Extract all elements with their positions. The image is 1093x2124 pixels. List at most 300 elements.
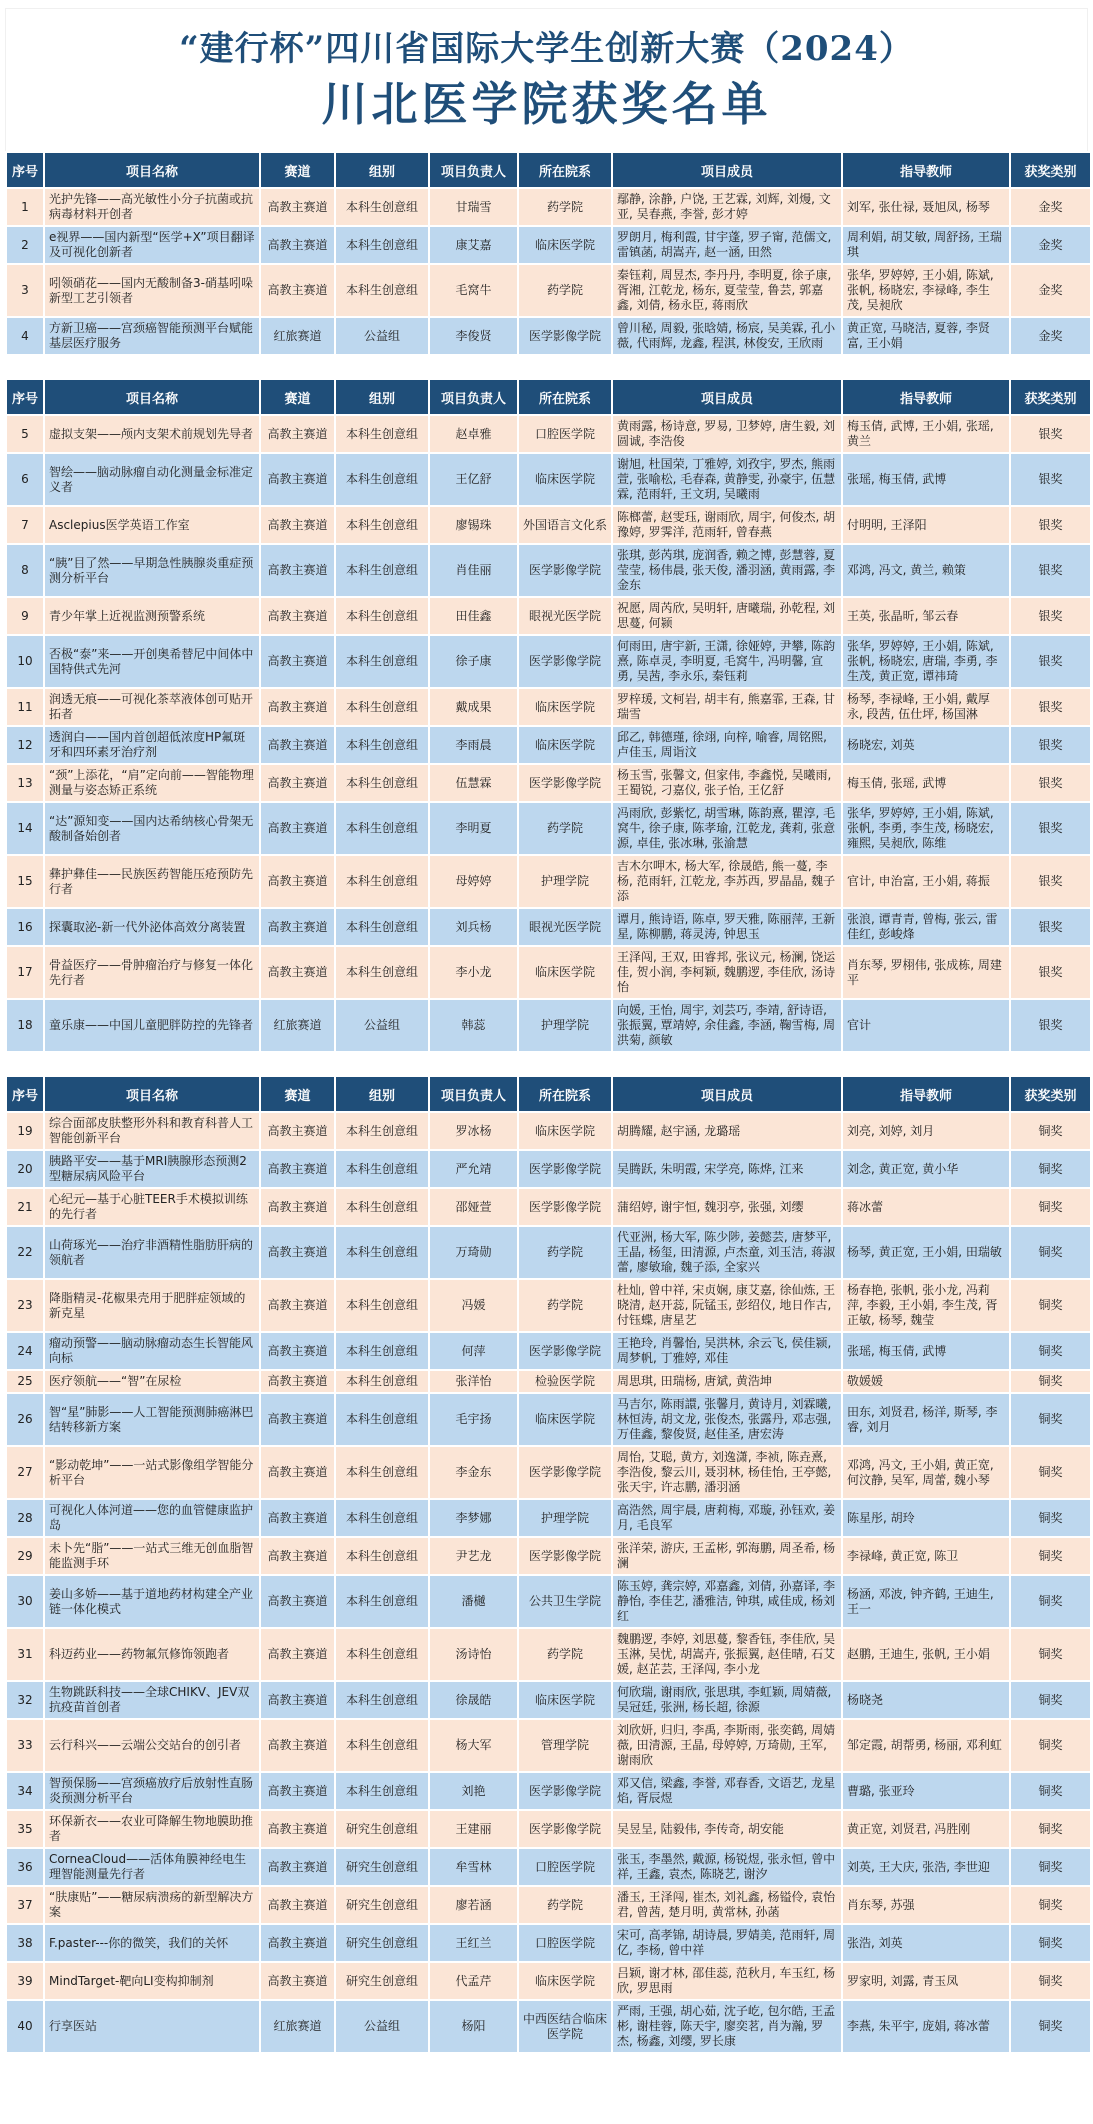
group-cell: 研究生创意组 (336, 1887, 428, 1923)
project-name-cell: 环保新衣——农业可降解生物地膜助推者 (45, 1811, 259, 1847)
project-leader-cell: 韩蕊 (430, 1000, 517, 1051)
group-cell: 研究生创意组 (336, 1963, 428, 1999)
group-cell: 本科生创意组 (336, 909, 428, 945)
project-leader-cell: 代孟芹 (430, 1963, 517, 1999)
project-members-cell: 张玉, 李墨然, 戴源, 杨锐煜, 张永恒, 曾中祥, 王鑫, 袁杰, 陈晓艺, 谢汐 (613, 1849, 841, 1885)
project-name-cell: 智绘——脑动脉瘤自动化测量金标准定义者 (45, 454, 259, 505)
seq-number-cell: 6 (7, 454, 43, 505)
group-cell: 本科生创意组 (336, 765, 428, 801)
department-cell: 临床医学院 (519, 227, 611, 263)
project-name-cell: 山荷琢光——治疗非酒精性脂肪肝病的领航者 (45, 1227, 259, 1278)
advisors-cell: 张瑶, 梅玉倩, 武博 (843, 1333, 1009, 1369)
group-cell: 本科生创意组 (336, 545, 428, 596)
group-cell: 本科生创意组 (336, 1189, 428, 1225)
project-leader-cell: 徐子康 (430, 636, 517, 687)
award-level-cell: 铜奖 (1011, 1227, 1090, 1278)
title-block (5, 8, 1088, 151)
department-cell: 管理学院 (519, 1720, 611, 1771)
award-level-cell: 铜奖 (1011, 1629, 1090, 1680)
advisors-cell: 黄正宽, 马晓洁, 夏蓉, 李贤富, 王小娟 (843, 318, 1009, 354)
column-header-project-leader: 项目负责人 (430, 380, 517, 414)
group-cell: 本科生创意组 (336, 1447, 428, 1498)
project-leader-cell: 潘樾 (430, 1576, 517, 1627)
column-header-award-level: 获奖类别 (1011, 1077, 1090, 1111)
award-level-cell: 铜奖 (1011, 1925, 1090, 1961)
advisors-cell: 张华, 罗婷婷, 王小娟, 陈斌, 张帆, 杨晓宏, 李禄峰, 李生茂, 吴昶欣 (843, 265, 1009, 316)
group-cell: 本科生创意组 (336, 727, 428, 763)
column-header-award-level: 获奖类别 (1011, 380, 1090, 414)
table-row (7, 1151, 1090, 1187)
table-row (7, 189, 1090, 225)
award-level-cell: 金奖 (1011, 265, 1090, 316)
table-row (7, 1189, 1090, 1225)
table-header-row (7, 1077, 1090, 1111)
project-members-cell: 罗梓瑗, 文柯岩, 胡丰有, 熊嘉霏, 王森, 甘瑞雪 (613, 689, 841, 725)
award-level-cell: 金奖 (1011, 189, 1090, 225)
project-leader-cell: 徐晟皓 (430, 1682, 517, 1718)
award-level-cell: 铜奖 (1011, 1849, 1090, 1885)
advisors-cell: 张浩, 刘英 (843, 1925, 1009, 1961)
department-cell: 药学院 (519, 803, 611, 854)
project-name-cell: 润透无痕——可视化茶萃液体创可贴开拓者 (45, 689, 259, 725)
department-cell: 医学影像学院 (519, 1447, 611, 1498)
track-cell: 高教主赛道 (261, 1629, 334, 1680)
project-name-cell: 探囊取泌-新一代外泌体高效分离装置 (45, 909, 259, 945)
seq-number-cell: 21 (7, 1189, 43, 1225)
track-cell: 高教主赛道 (261, 416, 334, 452)
award-level-cell: 银奖 (1011, 598, 1090, 634)
award-level-cell: 铜奖 (1011, 1189, 1090, 1225)
seq-number-cell: 12 (7, 727, 43, 763)
project-members-cell: 张洋荣, 游庆, 王孟彬, 郭海鹏, 周圣希, 杨澜 (613, 1538, 841, 1574)
project-members-cell: 刘欣妍, 归归, 李禹, 李斯雨, 张奕鹤, 周婧薇, 田清源, 王晶, 母婷婷, 万琦勋, 王军, 谢雨欣 (613, 1720, 841, 1771)
project-leader-cell: 王建丽 (430, 1811, 517, 1847)
advisors-cell: 邓鸿, 冯文, 黄兰, 赖策 (843, 545, 1009, 596)
award-level-cell: 银奖 (1011, 909, 1090, 945)
award-level-cell: 银奖 (1011, 765, 1090, 801)
project-members-cell: 吴腾跃, 朱明霞, 宋学亮, 陈烨, 江来 (613, 1151, 841, 1187)
project-leader-cell: 母婷婷 (430, 856, 517, 907)
award-level-cell: 银奖 (1011, 856, 1090, 907)
project-members-cell: 何雨田, 唐宇新, 王潇, 徐娅婷, 尹攀, 陈韵熹, 陈卓灵, 李明夏, 毛窝牛, 冯明馨, 宣勇, 吴茜, 李永乐, 秦钰莉 (613, 636, 841, 687)
advisors-cell: 敬媛媛 (843, 1371, 1009, 1392)
project-leader-cell: 罗冰杨 (430, 1113, 517, 1149)
project-members-cell: 邱乙, 韩德瑾, 徐翊, 向梓, 喻睿, 周铭熙, 卢佳玉, 周诣汶 (613, 727, 841, 763)
project-members-cell: 曾川秘, 周毅, 张晗婧, 杨宸, 吴美霖, 孔小薇, 代雨辉, 龙鑫, 程淇, 林俊安, 王欣雨 (613, 318, 841, 354)
department-cell: 眼视光医学院 (519, 909, 611, 945)
table-row (7, 1538, 1090, 1574)
project-leader-cell: 牟雪林 (430, 1849, 517, 1885)
track-cell: 红旅赛道 (261, 1000, 334, 1051)
seq-number-cell: 36 (7, 1849, 43, 1885)
project-name-cell: 智“星”肺影——人工智能预测肺癌淋巴结转移新方案 (45, 1394, 259, 1445)
group-cell: 本科生创意组 (336, 189, 428, 225)
group-cell: 本科生创意组 (336, 1333, 428, 1369)
award-level-cell: 银奖 (1011, 689, 1090, 725)
department-cell: 眼视光医学院 (519, 598, 611, 634)
track-cell: 高教主赛道 (261, 803, 334, 854)
department-cell: 护理学院 (519, 856, 611, 907)
department-cell: 药学院 (519, 1887, 611, 1923)
track-cell: 高教主赛道 (261, 1227, 334, 1278)
seq-number-cell: 2 (7, 227, 43, 263)
award-level-cell: 金奖 (1011, 318, 1090, 354)
project-name-cell: 方新卫癌——宫颈癌智能预测平台赋能基层医疗服务 (45, 318, 259, 354)
project-members-cell: 黄雨露, 杨诗意, 罗易, 卫梦婷, 唐生毅, 刘圆诚, 李浩俊 (613, 416, 841, 452)
department-cell: 药学院 (519, 1629, 611, 1680)
track-cell: 高教主赛道 (261, 765, 334, 801)
advisors-cell: 杨春艳, 张帆, 张小龙, 冯莉萍, 李毅, 王小娟, 李生茂, 胥正敏, 杨琴, 魏莹 (843, 1280, 1009, 1331)
award-level-cell: 铜奖 (1011, 1887, 1090, 1923)
track-cell: 高教主赛道 (261, 189, 334, 225)
award-level-cell: 银奖 (1011, 727, 1090, 763)
seq-number-cell: 23 (7, 1280, 43, 1331)
group-cell: 公益组 (336, 2001, 428, 2052)
project-leader-cell: 赵卓雅 (430, 416, 517, 452)
table-row (7, 1394, 1090, 1445)
column-header-project-name: 项目名称 (45, 153, 259, 187)
advisors-cell: 曹璐, 张亚玲 (843, 1773, 1009, 1809)
group-cell: 本科生创意组 (336, 1682, 428, 1718)
advisors-cell: 罗家明, 刘露, 青玉凤 (843, 1963, 1009, 1999)
table-row (7, 1925, 1090, 1961)
group-cell: 本科生创意组 (336, 636, 428, 687)
advisors-cell: 官计 (843, 1000, 1009, 1051)
department-cell: 口腔医学院 (519, 1925, 611, 1961)
project-members-cell: 何欣瑞, 谢雨欣, 张思琪, 李虹颖, 周婧薇, 吴冠廷, 张洲, 杨长超, 徐源 (613, 1682, 841, 1718)
project-name-cell: “肤康贴”——糖尿病溃疡的新型解决方案 (45, 1887, 259, 1923)
seq-number-cell: 8 (7, 545, 43, 596)
table-row (7, 2001, 1090, 2052)
table-row (7, 909, 1090, 945)
project-name-cell: 云行科兴——云端公交站台的创引者 (45, 1720, 259, 1771)
track-cell: 高教主赛道 (261, 1113, 334, 1149)
track-cell: 高教主赛道 (261, 454, 334, 505)
project-members-cell: 张琪, 彭芮琪, 庞润香, 赖之博, 彭慧蓉, 夏莹莹, 杨伟晨, 张天俊, 潘羽涵, 黄雨露, 李金东 (613, 545, 841, 596)
advisors-cell: 王英, 张晶昕, 邹云春 (843, 598, 1009, 634)
department-cell: 医学影像学院 (519, 1811, 611, 1847)
advisors-cell: 黄正宽, 刘贤君, 冯胜刚 (843, 1811, 1009, 1847)
table-row (7, 1682, 1090, 1718)
project-name-cell: 青少年掌上近视监测预警系统 (45, 598, 259, 634)
column-header-seq-number: 序号 (7, 380, 43, 414)
advisors-cell: 张华, 罗婷婷, 王小娟, 陈斌, 张帆, 杨晓宏, 唐瑞, 李勇, 李生茂, 黄正宽, 谭祎琦 (843, 636, 1009, 687)
track-cell: 高教主赛道 (261, 1538, 334, 1574)
table-row (7, 1963, 1090, 1999)
department-cell: 公共卫生学院 (519, 1576, 611, 1627)
column-header-advisors: 指导教师 (843, 153, 1009, 187)
track-cell: 高教主赛道 (261, 598, 334, 634)
project-members-cell: 杨玉雪, 张馨文, 但家伟, 李鑫悦, 吴曦雨, 王蜀锐, 刁嘉仪, 张子怡, 王亿舒 (613, 765, 841, 801)
track-cell: 高教主赛道 (261, 689, 334, 725)
track-cell: 红旅赛道 (261, 2001, 334, 2052)
project-name-cell: 智预保肠——宫颈癌放疗后放射性直肠炎预测分析平台 (45, 1773, 259, 1809)
advisors-cell: 赵鹏, 王迪生, 张帆, 王小娟 (843, 1629, 1009, 1680)
project-leader-cell: 甘瑞雪 (430, 189, 517, 225)
project-leader-cell: 万琦勋 (430, 1227, 517, 1278)
column-header-project-leader: 项目负责人 (430, 153, 517, 187)
group-cell: 本科生创意组 (336, 1280, 428, 1331)
seq-number-cell: 34 (7, 1773, 43, 1809)
column-header-department: 所在院系 (519, 153, 611, 187)
table-row (7, 1113, 1090, 1149)
group-cell: 本科生创意组 (336, 454, 428, 505)
project-members-cell: 谢旭, 杜国荣, 丁雅婷, 刘孜宇, 罗杰, 熊雨萱, 张喻松, 毛春森, 黄静雯, 孙豪宇, 伍慧霖, 范雨轩, 王文玥, 吴曦雨 (613, 454, 841, 505)
track-cell: 高教主赛道 (261, 227, 334, 263)
award-level-cell: 铜奖 (1011, 1576, 1090, 1627)
track-cell: 高教主赛道 (261, 1849, 334, 1885)
department-cell: 临床医学院 (519, 1394, 611, 1445)
table-row (7, 1280, 1090, 1331)
advisors-cell: 刘念, 黄正宽, 黄小华 (843, 1151, 1009, 1187)
group-cell: 本科生创意组 (336, 1538, 428, 1574)
column-header-group: 组别 (336, 153, 428, 187)
project-name-cell: CorneaCloud——活体角膜神经电生理智能测量先行者 (45, 1849, 259, 1885)
track-cell: 高教主赛道 (261, 1925, 334, 1961)
award-table-bronze (5, 1075, 1092, 2054)
award-level-cell: 铜奖 (1011, 1151, 1090, 1187)
track-cell: 高教主赛道 (261, 1682, 334, 1718)
group-cell: 本科生创意组 (336, 1371, 428, 1392)
project-name-cell: 光护先锋——高光敏性小分子抗菌或抗病毒材料开创者 (45, 189, 259, 225)
column-header-advisors: 指导教师 (843, 380, 1009, 414)
seq-number-cell: 14 (7, 803, 43, 854)
award-level-cell: 铜奖 (1011, 1811, 1090, 1847)
group-cell: 本科生创意组 (336, 856, 428, 907)
advisors-cell: 肖东琴, 罗栩伟, 张成栋, 周建平 (843, 947, 1009, 998)
project-name-cell: 童乐康——中国儿童肥胖防控的先锋者 (45, 1000, 259, 1051)
project-members-cell: 罗朗月, 梅利霞, 甘宇蓬, 罗子甯, 范儒文, 雷镇菡, 胡嵩卉, 赵一涵, 田然 (613, 227, 841, 263)
group-cell: 本科生创意组 (336, 1720, 428, 1771)
project-members-cell: 周怡, 艾聪, 黄方, 刘逸潇, 李祯, 陈垚熹, 李浩俊, 黎云川, 聂羽林, 杨佳怡, 王亭懿, 张天宇, 许志鹏, 潘羽涵 (613, 1447, 841, 1498)
track-cell: 高教主赛道 (261, 265, 334, 316)
table-row (7, 1447, 1090, 1498)
department-cell: 临床医学院 (519, 454, 611, 505)
project-name-cell: 胰路平安——基于MRI胰腺形态预测2型糖尿病风险平台 (45, 1151, 259, 1187)
project-leader-cell: 康艾嘉 (430, 227, 517, 263)
department-cell: 医学影像学院 (519, 636, 611, 687)
project-leader-cell: 王亿舒 (430, 454, 517, 505)
group-cell: 本科生创意组 (336, 947, 428, 998)
project-members-cell: 鄢静, 涂静, 户饶, 王艺霖, 刘辉, 刘熳, 文亚, 吴春燕, 李誉, 彭才婷 (613, 189, 841, 225)
project-leader-cell: 李金东 (430, 1447, 517, 1498)
table-row (7, 765, 1090, 801)
advisors-cell: 张华, 罗婷婷, 王小娟, 陈斌, 张帆, 李勇, 李生茂, 杨晓宏, 雍熙, 吴昶欣, 陈维 (843, 803, 1009, 854)
seq-number-cell: 28 (7, 1500, 43, 1536)
project-leader-cell: 廖若涵 (430, 1887, 517, 1923)
seq-number-cell: 37 (7, 1887, 43, 1923)
column-header-department: 所在院系 (519, 380, 611, 414)
track-cell: 高教主赛道 (261, 1576, 334, 1627)
table-row (7, 1629, 1090, 1680)
project-leader-cell: 严允靖 (430, 1151, 517, 1187)
department-cell: 护理学院 (519, 1500, 611, 1536)
department-cell: 医学影像学院 (519, 545, 611, 596)
project-name-cell: “颈”上添花，“肩”定向前——智能物理测量与姿态矫正系统 (45, 765, 259, 801)
project-name-cell: “胰”目了然——早期急性胰腺炎重症预测分析平台 (45, 545, 259, 596)
project-members-cell: 胡腾耀, 赵宇涵, 龙璐瑶 (613, 1113, 841, 1149)
department-cell: 医学影像学院 (519, 765, 611, 801)
group-cell: 本科生创意组 (336, 1773, 428, 1809)
project-members-cell: 邓又信, 梁鑫, 李誉, 邓春香, 文语艺, 龙星焰, 胥辰煜 (613, 1773, 841, 1809)
seq-number-cell: 9 (7, 598, 43, 634)
project-name-cell: 科迈药业——药物氟氘修饰领跑者 (45, 1629, 259, 1680)
seq-number-cell: 35 (7, 1811, 43, 1847)
table-header-row (7, 380, 1090, 414)
award-level-cell: 铜奖 (1011, 1500, 1090, 1536)
project-members-cell: 吉木尔呷木, 杨大军, 徐晟皓, 熊一蔓, 李杨, 范雨轩, 江乾龙, 李苏西, 罗晶晶, 魏子添 (613, 856, 841, 907)
award-level-cell: 银奖 (1011, 947, 1090, 998)
track-cell: 高教主赛道 (261, 1333, 334, 1369)
track-cell: 红旅赛道 (261, 318, 334, 354)
project-leader-cell: 李小龙 (430, 947, 517, 998)
group-cell: 本科生创意组 (336, 416, 428, 452)
project-name-cell: 吲领硝花——国内无酸制备3-硝基吲哚新型工艺引领者 (45, 265, 259, 316)
project-leader-cell: 王红兰 (430, 1925, 517, 1961)
project-name-cell: 姜山多娇——基于道地药材构建全产业链一体化模式 (45, 1576, 259, 1627)
advisors-cell: 杨晓尧 (843, 1682, 1009, 1718)
table-row (7, 727, 1090, 763)
group-cell: 公益组 (336, 1000, 428, 1051)
track-cell: 高教主赛道 (261, 856, 334, 907)
project-name-cell: 瘤动预警——脑动脉瘤动态生长智能风向标 (45, 1333, 259, 1369)
advisors-cell: 周利娟, 胡艾敏, 周舒扬, 王瑞琪 (843, 227, 1009, 263)
project-members-cell: 马吉尔, 陈雨譞, 张馨月, 黄诗月, 刘霖曦, 林恒涛, 胡文龙, 张俊杰, 张露丹, 邓志强, 万佳鑫, 黎俊贤, 赵佳圣, 唐宏涛 (613, 1394, 841, 1445)
group-cell: 本科生创意组 (336, 1576, 428, 1627)
table-header-row (7, 153, 1090, 187)
track-cell: 高教主赛道 (261, 636, 334, 687)
seq-number-cell: 18 (7, 1000, 43, 1051)
award-level-cell: 铜奖 (1011, 1538, 1090, 1574)
table-row (7, 265, 1090, 316)
project-name-cell: 医疗领航——“智”在尿检 (45, 1371, 259, 1392)
project-members-cell: 向媛, 王怡, 周宇, 刘芸巧, 李靖, 舒诗语, 张振翼, 覃靖婷, 余佳鑫, 李涵, 鞠雪梅, 周洪菊, 颜敏 (613, 1000, 841, 1051)
seq-number-cell: 13 (7, 765, 43, 801)
track-cell: 高教主赛道 (261, 1963, 334, 1999)
group-cell: 本科生创意组 (336, 1394, 428, 1445)
department-cell: 临床医学院 (519, 727, 611, 763)
project-name-cell: 可视化人体河道——您的血管健康监护岛 (45, 1500, 259, 1536)
track-cell: 高教主赛道 (261, 1151, 334, 1187)
project-leader-cell: 李明夏 (430, 803, 517, 854)
project-leader-cell: 刘兵杨 (430, 909, 517, 945)
table-row (7, 1227, 1090, 1278)
seq-number-cell: 4 (7, 318, 43, 354)
track-cell: 高教主赛道 (261, 1280, 334, 1331)
seq-number-cell: 16 (7, 909, 43, 945)
project-name-cell: MindTarget-靶向LI变构抑制剂 (45, 1963, 259, 1999)
column-header-seq-number: 序号 (7, 153, 43, 187)
seq-number-cell: 40 (7, 2001, 43, 2052)
section-gap (5, 356, 1088, 378)
seq-number-cell: 32 (7, 1682, 43, 1718)
project-leader-cell: 伍慧霖 (430, 765, 517, 801)
award-level-cell: 铜奖 (1011, 2001, 1090, 2052)
seq-number-cell: 15 (7, 856, 43, 907)
award-level-cell: 银奖 (1011, 803, 1090, 854)
award-table-silver (5, 378, 1092, 1053)
table-row (7, 803, 1090, 854)
department-cell: 医学影像学院 (519, 1151, 611, 1187)
department-cell: 口腔医学院 (519, 1849, 611, 1885)
project-leader-cell: 邵娅萱 (430, 1189, 517, 1225)
project-members-cell: 代亚洲, 杨大军, 陈少陟, 姜懿芸, 唐梦平, 王晶, 杨玺, 田清源, 卢杰童, 刘玉洁, 蒋淑蕾, 廖敏瑜, 魏子添, 全家兴 (613, 1227, 841, 1278)
project-name-cell: 彝护彝佳——民族医药智能压疮预防先行者 (45, 856, 259, 907)
advisors-cell: 张浪, 谭青青, 曾梅, 张云, 雷佳红, 彭峻烽 (843, 909, 1009, 945)
advisors-cell: 杨琴, 李禄峰, 王小娟, 戴厚永, 段茜, 伍仕坪, 杨国淋 (843, 689, 1009, 725)
project-leader-cell: 何萍 (430, 1333, 517, 1369)
project-name-cell: 未卜先“脂”——一站式三维无创血脂智能监测手环 (45, 1538, 259, 1574)
track-cell: 高教主赛道 (261, 1189, 334, 1225)
seq-number-cell: 11 (7, 689, 43, 725)
project-members-cell: 谭月, 熊诗语, 陈卓, 罗天雅, 陈丽萍, 王新星, 陈柳鹏, 蒋灵涛, 钟思玉 (613, 909, 841, 945)
group-cell: 本科生创意组 (336, 803, 428, 854)
project-members-cell: 王泽闯, 王双, 田睿邦, 张议元, 杨澜, 饶运佳, 贺小润, 李柯颖, 魏鹏逻, 李佳欣, 汤诗怡 (613, 947, 841, 998)
award-level-cell: 铜奖 (1011, 1963, 1090, 1999)
group-cell: 本科生创意组 (336, 1113, 428, 1149)
column-header-group: 组别 (336, 380, 428, 414)
award-level-cell: 铜奖 (1011, 1773, 1090, 1809)
advisors-cell: 杨涵, 邓波, 钟齐鹤, 王迪生, 王一 (843, 1576, 1009, 1627)
project-name-cell: F.paster---你的微笑，我们的关怀 (45, 1925, 259, 1961)
seq-number-cell: 19 (7, 1113, 43, 1149)
project-leader-cell: 尹艺龙 (430, 1538, 517, 1574)
column-header-project-members: 项目成员 (613, 1077, 841, 1111)
department-cell: 临床医学院 (519, 1682, 611, 1718)
advisors-cell: 官计, 申治富, 王小娟, 蒋振 (843, 856, 1009, 907)
advisors-cell: 田东, 刘贤君, 杨洋, 斯琴, 李睿, 刘月 (843, 1394, 1009, 1445)
project-members-cell: 吕颖, 谢才林, 邵佳蕊, 范秋月, 车玉红, 杨欣, 罗思雨 (613, 1963, 841, 1999)
project-members-cell: 严雨, 王强, 胡心茹, 沈子屹, 包尔皓, 王孟彬, 谢桂蓉, 陈天宇, 廖奕茗, 肖为瀚, 罗杰, 杨鑫, 刘缨, 罗长康 (613, 2001, 841, 2052)
group-cell: 本科生创意组 (336, 227, 428, 263)
department-cell: 护理学院 (519, 1000, 611, 1051)
project-members-cell: 宋可, 高孝锦, 胡诗晨, 罗婧美, 范雨轩, 周亿, 李杨, 曾中祥 (613, 1925, 841, 1961)
project-members-cell: 冯雨欣, 彭紫忆, 胡雪琳, 陈韵熹, 瞿淳, 毛窝牛, 徐子康, 陈孝瑜, 江乾龙, 龚莉, 张意源, 卓佳, 张冰琳, 张渝慧 (613, 803, 841, 854)
department-cell: 医学影像学院 (519, 318, 611, 354)
column-header-seq-number: 序号 (7, 1077, 43, 1111)
project-leader-cell: 肖佳丽 (430, 545, 517, 596)
seq-number-cell: 3 (7, 265, 43, 316)
department-cell: 医学影像学院 (519, 1538, 611, 1574)
column-header-group: 组别 (336, 1077, 428, 1111)
award-level-cell: 银奖 (1011, 507, 1090, 543)
award-level-cell: 铜奖 (1011, 1280, 1090, 1331)
advisors-cell: 刘军, 张仕禄, 聂旭凤, 杨琴 (843, 189, 1009, 225)
advisors-cell: 邓鸿, 冯文, 王小娟, 黄正宽, 何汶静, 吴军, 周蕾, 魏小琴 (843, 1447, 1009, 1498)
table-row (7, 1887, 1090, 1923)
department-cell: 医学影像学院 (519, 1333, 611, 1369)
table-row (7, 1849, 1090, 1885)
seq-number-cell: 30 (7, 1576, 43, 1627)
seq-number-cell: 39 (7, 1963, 43, 1999)
project-members-cell: 高浩然, 周宇晨, 唐莉梅, 邓璇, 孙钰欢, 姜月, 毛良军 (613, 1500, 841, 1536)
department-cell: 临床医学院 (519, 947, 611, 998)
seq-number-cell: 22 (7, 1227, 43, 1278)
project-leader-cell: 毛窝牛 (430, 265, 517, 316)
department-cell: 临床医学院 (519, 689, 611, 725)
group-cell: 本科生创意组 (336, 507, 428, 543)
project-name-cell: “影动乾坤”——一站式影像组学智能分析平台 (45, 1447, 259, 1498)
department-cell: 外国语言文化系 (519, 507, 611, 543)
award-level-cell: 银奖 (1011, 545, 1090, 596)
track-cell: 高教主赛道 (261, 1811, 334, 1847)
seq-number-cell: 38 (7, 1925, 43, 1961)
project-leader-cell: 杨阳 (430, 2001, 517, 2052)
project-name-cell: Asclepius医学英语工作室 (45, 507, 259, 543)
project-name-cell: 否极“泰”来——开创奥希替尼中间体中国特供式先河 (45, 636, 259, 687)
group-cell: 本科生创意组 (336, 689, 428, 725)
seq-number-cell: 31 (7, 1629, 43, 1680)
